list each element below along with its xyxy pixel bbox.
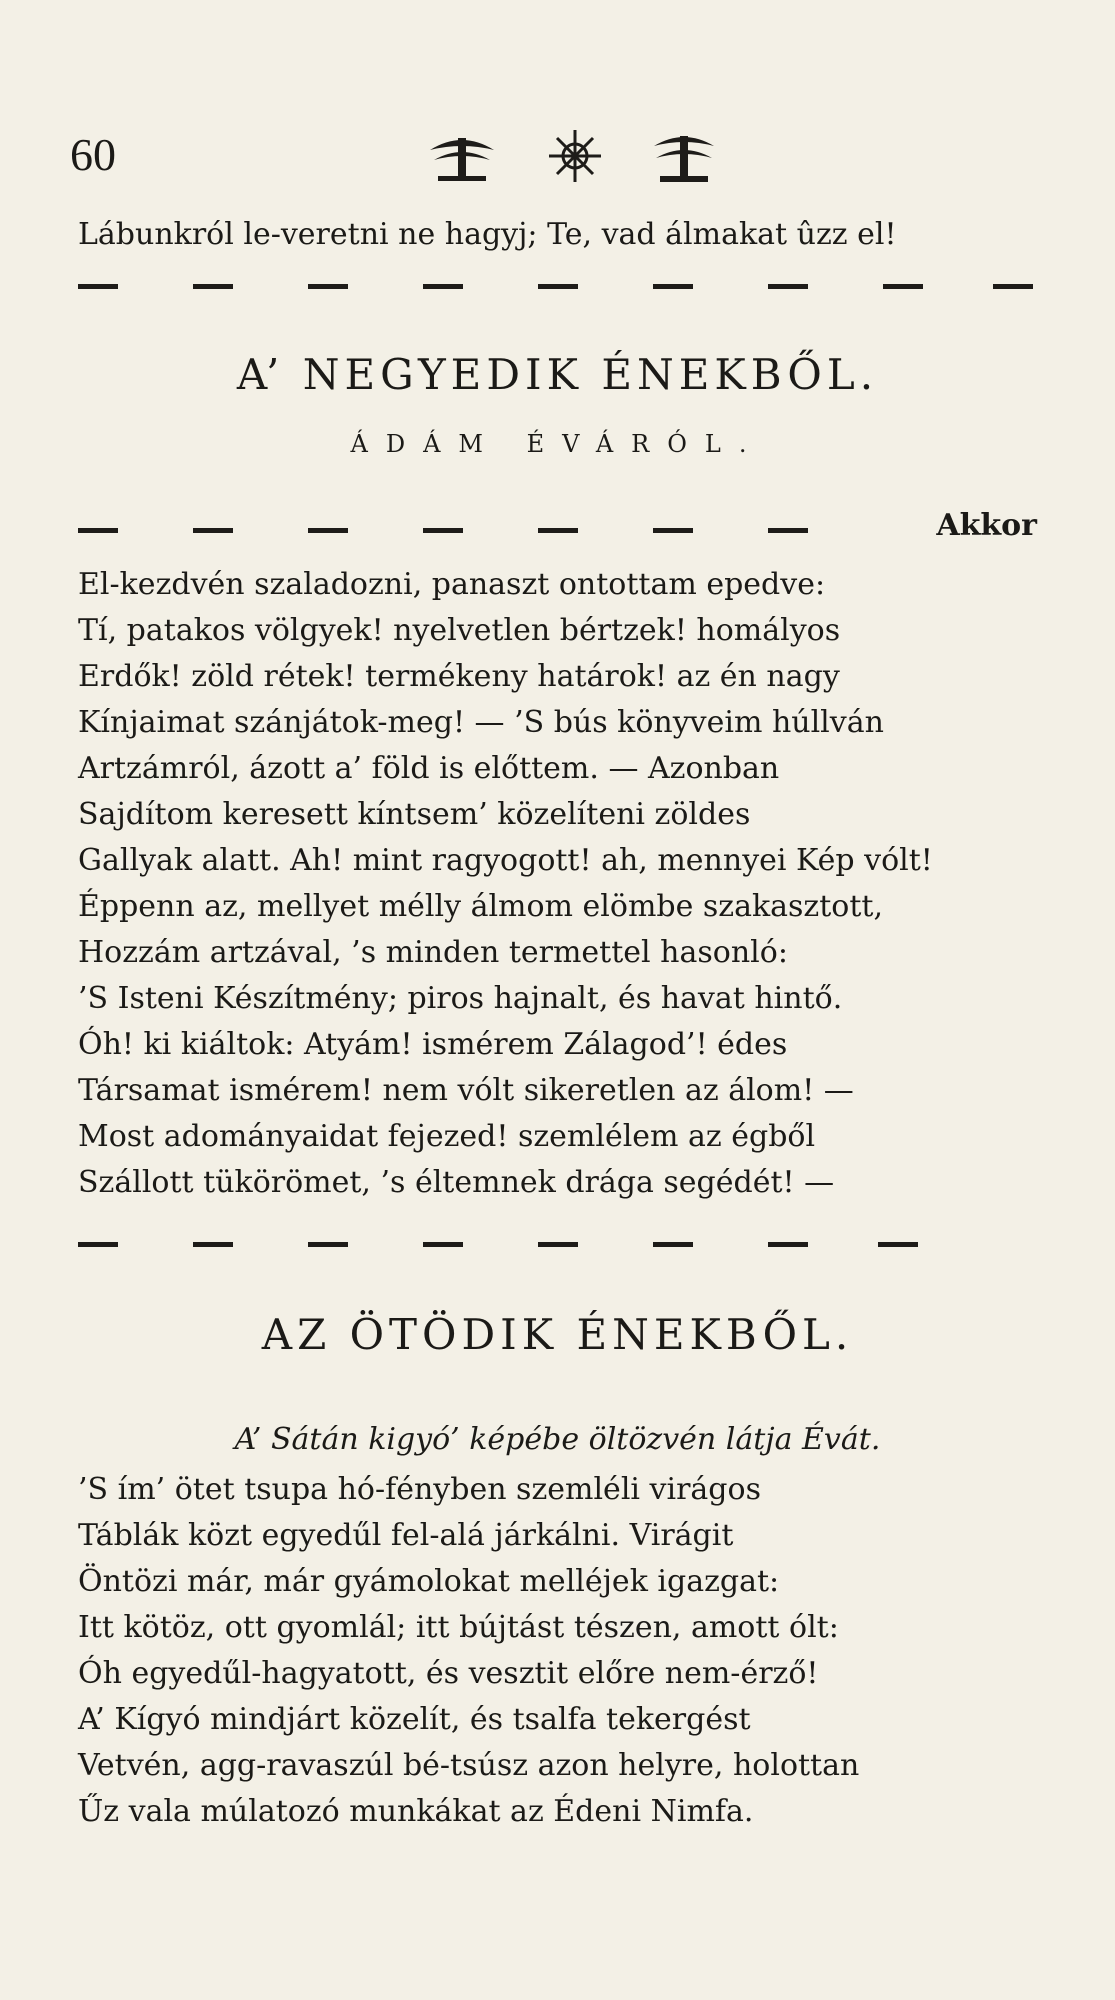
verse-line: Társamat ismérem! nem vólt sikeretlen az álom! — [78,1073,854,1108]
tree-ornament-icon [654,136,714,182]
verse-line: ’S ím’ ötet tsupa hó-fényben szemléli virágos [78,1472,761,1507]
lead-word: Akkor [936,508,1037,543]
dash-separator [78,284,1038,292]
top-line: Lábunkról le-veretni ne hagyj; Te, vad álmakat ûzz el! [78,217,897,252]
ornament-row [410,128,740,184]
verse-line: Óh! ki kiáltok: Atyám! ismérem Zálagod’! édes [78,1027,788,1062]
section-subtitle: ÁDÁM ÉVÁRÓL. [350,430,765,458]
page-number: 60 [70,129,116,180]
verse-line: Űz vala múlatozó munkákat az Édeni Nimfa. [78,1794,754,1829]
star-ornament-icon [549,130,601,182]
verse-line: Sajdítom keresett kíntsem’ közelíteni zöldes [78,797,751,832]
section-title: AZ ÖTÖDIK ÉNEKBŐL. [261,1310,854,1359]
verse-line: Öntözi már, már gyámolokat melléjek igazgat: [78,1564,780,1599]
verse-line: Erdők! zöld rétek! termékeny határok! az én nagy [78,659,840,694]
section-title: A’ NEGYEDIK ÉNEKBŐL. [236,350,879,399]
tree-ornament-icon [430,138,494,181]
section-caption: A’ Sátán kigyó’ képébe öltözvén látja Évát. [234,1422,881,1457]
verse-line: A’ Kígyó mindjárt közelít, és tsalfa tekergést [78,1702,751,1737]
verse-line: Óh egyedűl-hagyatott, és vesztit előre nem-érző! [78,1656,819,1691]
verse-line: Itt kötöz, ott gyomlál; itt bújtást tészen, amott ólt: [78,1610,839,1645]
verse-line: Vetvén, agg-ravaszúl bé-tsúsz azon helyre, holottan [78,1748,860,1783]
verse-line: Táblák közt egyedűl fel-alá járkálni. Virágit [78,1518,734,1553]
verse-line: Éppenn az, mellyet mélly álmom elömbe szakasztott, [78,889,884,924]
verse-line: Kínjaimat szánjátok-meg! — ’S bús könyveim húllván [78,705,884,740]
page-header [70,128,1030,188]
verse-line: Szállott tükörömet, ’s éltemnek drága segédét! — [78,1165,835,1200]
verse-line: ’S Isteni Készítmény; piros hajnalt, és havat hintő. [78,981,843,1016]
verse-line: Tí, patakos völgyek! nyelvetlen bértzek! homályos [78,613,841,648]
dash-separator [78,1242,918,1250]
verse-line: El-kezdvén szaladozni, panaszt ontottam epedve: [78,567,826,602]
verse-line: Artzámról, ázott a’ föld is előttem. — Azonban [78,751,780,786]
dash-separator [78,528,798,536]
verse-line: Hozzám artzával, ’s minden termettel hasonló: [78,935,788,970]
verse-line: Gallyak alatt. Ah! mint ragyogott! ah, mennyei Kép vólt! [78,843,933,878]
verse-line: Most adományaidat fejezed! szemlélem az égből [78,1119,816,1154]
